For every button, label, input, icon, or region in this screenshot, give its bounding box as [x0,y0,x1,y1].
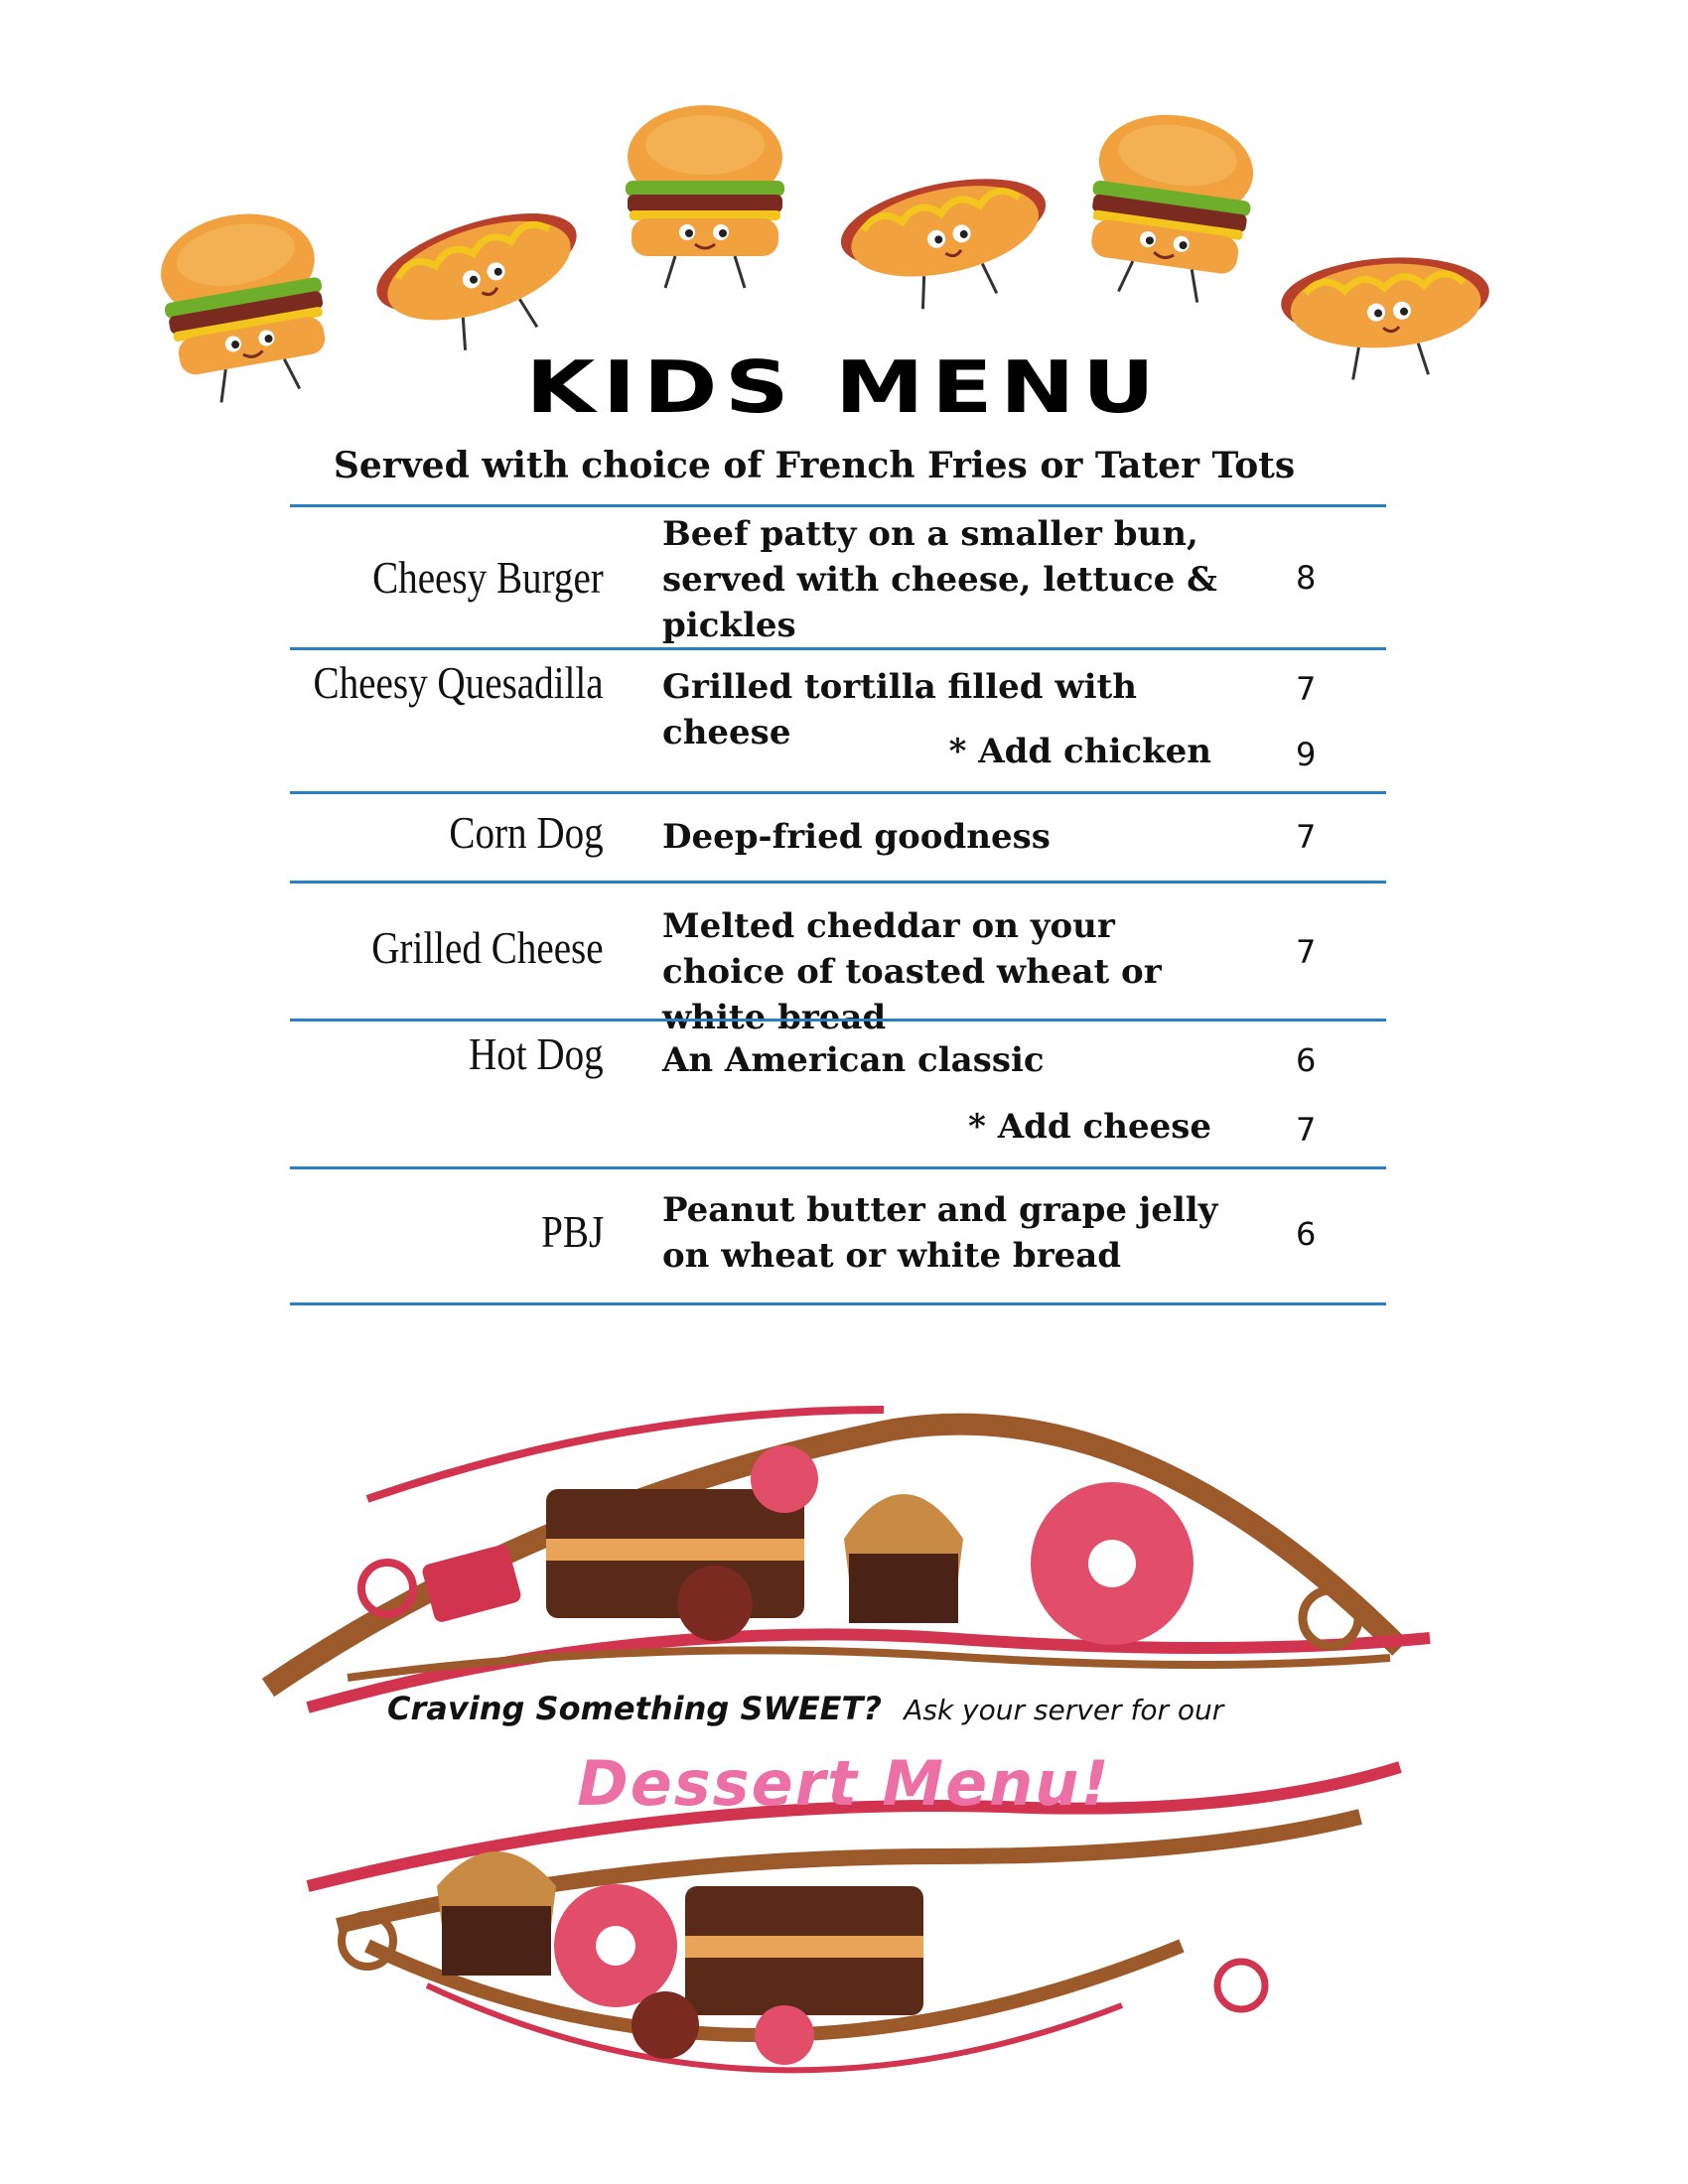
item-addon-price: 9 [1296,736,1317,773]
item-price: 6 [1296,1215,1317,1253]
ask-server-line: Ask your server for our [904,1694,1224,1726]
item-price: 6 [1296,1041,1317,1079]
item-name: PBJ [540,1206,604,1257]
dessert-menu-callout: Dessert Menu! [577,1747,1111,1820]
item-addon: * Add cheese [968,1107,1211,1147]
item-description: An American classic [662,1040,1045,1080]
menu-row-cheesy-burger [290,504,1386,647]
menu-subtitle: Served with choice of French Fries or Tater Tots [333,445,1296,486]
dessert-craving-text [387,1690,1223,1727]
menu-row-grilled-cheese [290,881,1386,1037]
item-name: Hot Dog [469,1028,604,1079]
item-description: Grilled tortilla filled with cheese [662,667,1137,752]
item-addon-price: 7 [1296,1111,1317,1149]
item-price: 7 [1296,670,1317,708]
item-description: Peanut butter and grape jelly on wheat or white bread [662,1190,1218,1276]
craving-line: Craving Something SWEET? [387,1690,882,1727]
item-description: Deep-fried goodness [662,817,1051,857]
item-name: Cheesy Burger [372,552,604,603]
item-price: 7 [1296,818,1317,856]
menu-row-corn-dog [290,791,1386,881]
item-description: Melted cheddar on your choice of toasted wheat or white bread [662,906,1162,1037]
menu-title: KIDS MENU [525,345,1163,429]
menu-row-hot-dog [290,1019,1386,1166]
menu-table [290,504,1386,1305]
item-name: Corn Dog [449,807,604,858]
item-price: 7 [1296,933,1317,971]
item-price: 8 [1296,559,1317,597]
menu-row-pbj [290,1166,1386,1305]
item-description: Beef patty on a smaller bun, served with cheese, lettuce & pickles [662,514,1217,645]
menu-row-cheesy-quesadilla [290,647,1386,791]
item-name: Cheesy Quesadilla [313,657,604,708]
item-name: Grilled Cheese [371,922,604,973]
item-addon: * Add chicken [948,732,1211,771]
